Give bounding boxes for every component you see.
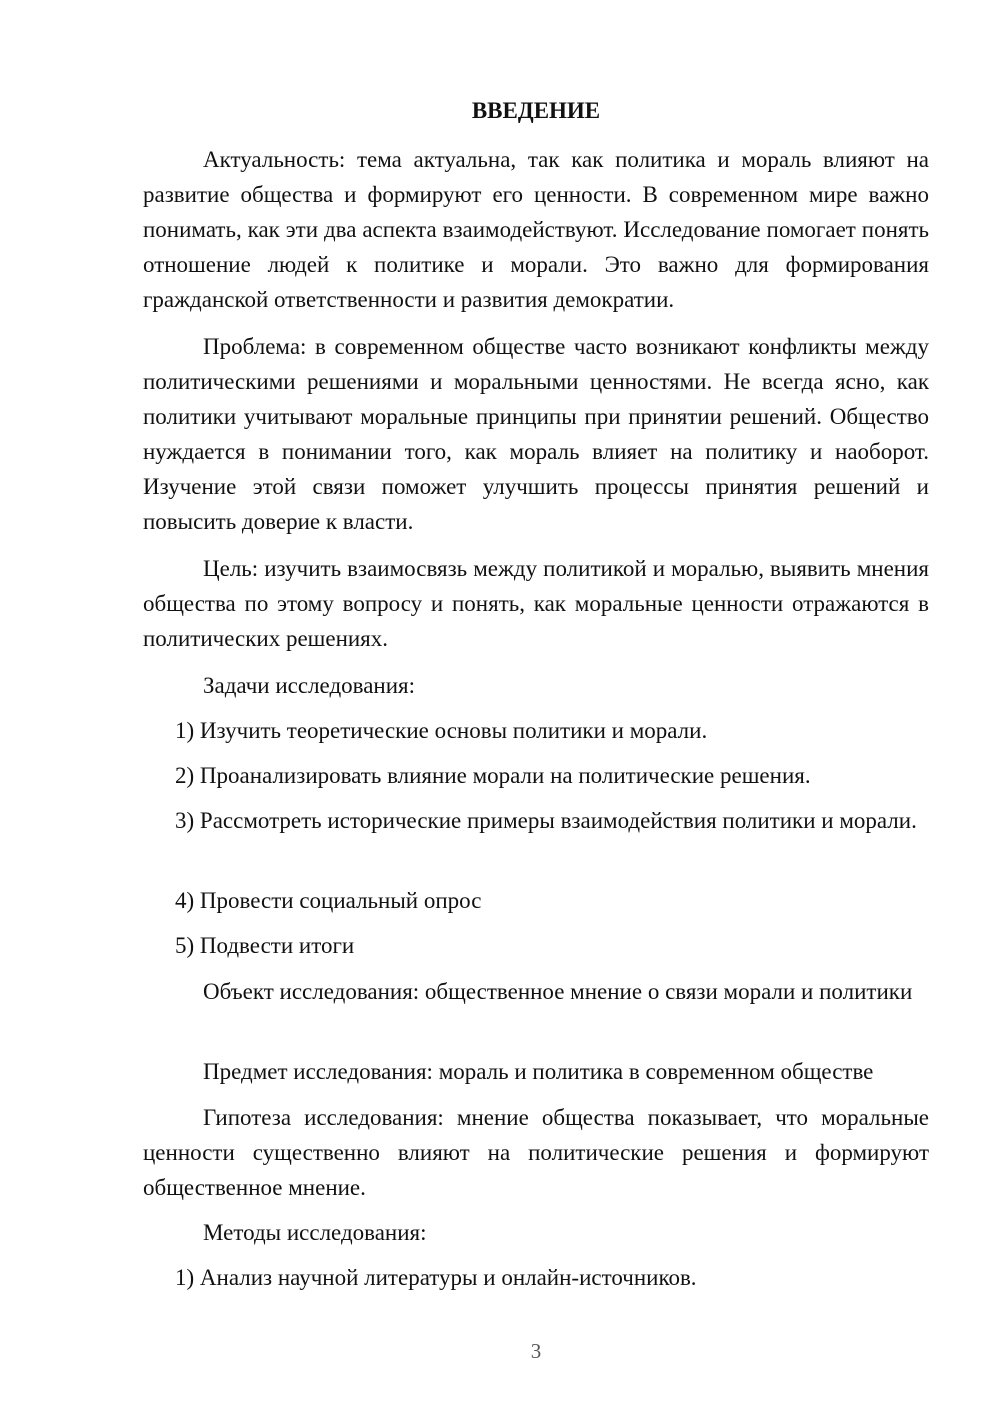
methods-heading bbox=[143, 1215, 929, 1250]
task-item-5 bbox=[143, 928, 929, 963]
tasks-heading bbox=[143, 668, 929, 703]
paragraph-text: Методы исследования: bbox=[203, 1220, 427, 1245]
task-item-3 bbox=[143, 803, 929, 838]
list-item: 2) Проанализировать влияние морали на политические решения. bbox=[175, 763, 811, 788]
task-item-4 bbox=[143, 883, 929, 918]
paragraph-text: Гипотеза исследования: мнение общества показывает, что моральные ценности существенно влияют на политические решения и формируют общественное мнение. bbox=[143, 1105, 929, 1200]
paragraph-text: Проблема: в современном обществе часто возникают конфликты между политическими решениями и моральными ценностями. Не всегда ясно, как политики учитывают моральные принципы при принятии решений. Общество нуждается в понимании того, как мораль влияет на политику и наоборот. Изучение этой связи поможет улучшить процессы принятия решений и повысить доверие к власти. bbox=[143, 334, 929, 534]
paragraph-object bbox=[143, 974, 929, 1009]
list-item: 3) Рассмотреть исторические примеры взаимодействия политики и морали. bbox=[175, 808, 917, 833]
paragraph-hypothesis bbox=[143, 1100, 929, 1205]
list-item: 4) Провести социальный опрос bbox=[175, 888, 482, 913]
list-item: 5) Подвести итоги bbox=[175, 933, 355, 958]
paragraph-text: Объект исследования: общественное мнение о связи морали и политики bbox=[203, 979, 913, 1004]
paragraph-text: Цель: изучить взаимосвязь между политикой и моралью, выявить мнения общества по этому вопросу и понять, как моральные ценности отражаются в политических решениях. bbox=[143, 556, 929, 651]
page-number: 3 bbox=[530, 1339, 542, 1363]
list-item: 1) Изучить теоретические основы политики и морали. bbox=[175, 718, 708, 743]
method-item-1 bbox=[143, 1260, 929, 1295]
section-title: ВВЕДЕНИЕ bbox=[471, 98, 601, 123]
paragraph-problem bbox=[143, 329, 929, 539]
list-item: 1) Анализ научной литературы и онлайн-источников. bbox=[175, 1265, 697, 1290]
paragraph-subject bbox=[143, 1054, 929, 1089]
paragraph-goal bbox=[143, 551, 929, 656]
task-item-1 bbox=[143, 713, 929, 748]
paragraph-relevance bbox=[143, 142, 929, 317]
task-item-2 bbox=[143, 758, 929, 793]
paragraph-text: Предмет исследования: мораль и политика в современном обществе bbox=[203, 1059, 874, 1084]
paragraph-text: Актуальность: тема актуальна, так как политика и мораль влияют на развитие общества и формируют его ценности. В современном мире важно понимать, как эти два аспекта взаимодействуют. Исследование помогает понять отношение людей к политике и морали. Это важно для формирования гражданской ответственности и развития демократии. bbox=[143, 147, 929, 312]
paragraph-text: Задачи исследования: bbox=[203, 673, 416, 698]
